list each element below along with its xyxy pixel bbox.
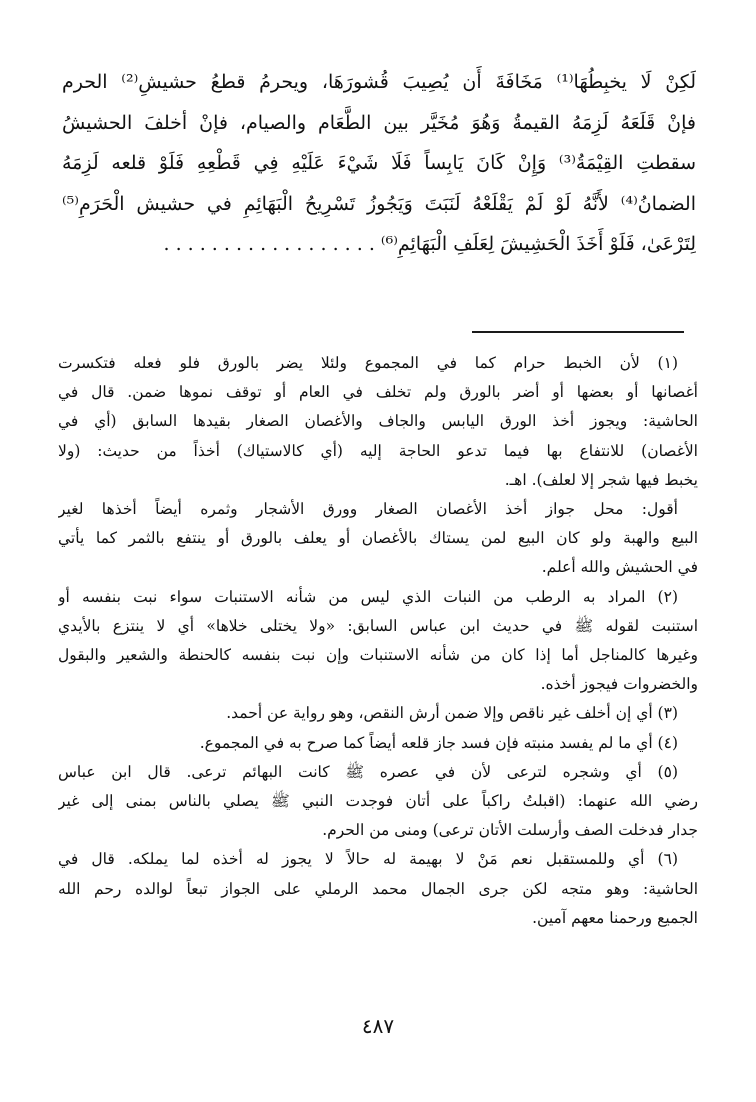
footnote-line: (٤) أي ما لم يفسد منبته فإن فسد جاز قلعه أيضاً كما صرح به في المجموع. <box>199 733 678 752</box>
footnote-3 <box>58 699 698 728</box>
footnote-line: يخبط فيها شجر إلا لعلف). اهـ. <box>504 470 698 489</box>
footnote-line: جدار فدخلت الصف وأرسلت الأتان ترعى) ومنى من الحرم. <box>322 821 698 840</box>
footnote-line: (٢) المراد به الرطب من النبات الذي ليس من شأنه الاستنبات سواء نبت بنفسه أو <box>58 587 678 606</box>
footnote-line: (٥) أي وشجره لترعى لأن في عصره ﷺ كانت البهائم ترعى. قال ابن عباس <box>58 762 678 781</box>
main-text-line: الضمانُ⁽⁴⁾ لأَنَّهُ لَوْ لَمْ يَقْلَعْهُ لَنَبَتَ وَيَجُوزُ تَسْرِيحُ الْبَهَائِمِ في حشيش الْحَرَمِ⁽⁵⁾ <box>62 192 696 215</box>
footnotes <box>58 349 698 933</box>
footnote-line: أقول: محل جواز أخذ الأغصان الصغار وورق الأشجار وثمره أيضاً أخذها لغير <box>58 500 678 519</box>
footnote-line: رضي الله عنهما: (اقبلتُ راكباً على أتان فوجدت النبي ﷺ يصلي بالناس بمنى إلى غير <box>58 792 698 811</box>
footnote-line: وغيرها كالمناجل أما إذا كان من شأنه الاستنبات وإن نبت بنفسه كالحنطة والشعير والبقول <box>58 646 698 665</box>
footnote-line: (٦) أي وللمستقبل نعم مَنْ لا بهيمة له حالاً لا يجوز له أخذه لما يملكه. قال في <box>58 850 678 869</box>
main-text-line: لَكِنْ لَا يخبِطُهَا⁽¹⁾ مَخَافَةَ أَن يُصِيبَ قُشورَهَا، ويحرمُ قطعُ حشيشِ⁽²⁾ الحرم <box>62 71 696 93</box>
footnote-4 <box>58 729 698 758</box>
footnote-line: أغصانها أو بعضها أو أضر بالورق ولم تخلف في العام أو توقف نموها ضمن. قال في <box>58 383 698 402</box>
footnote-line: (٣) أي إن أخلف غير ناقص وإلا ضمن أرش النقص، وهو رواية عن أحمد. <box>226 704 678 723</box>
footnote-line: الأغصان) للانتفاع بها فيما تدعو الحاجة إليه (أي كالاستياك) أخذاً من حديث: (ولا <box>58 441 698 460</box>
footnote-line: الحاشية: وهو متجه لكن جرى الجمال محمد الرملي على الجواز تبعاً لوالده رحم الله <box>58 879 698 898</box>
footnote-comment <box>58 495 698 583</box>
footnote-line: الحاشية: ويجوز أخذ الورق اليابس والجاف والأغصان الصغار بقيدها السابق (أي في <box>58 412 698 431</box>
footnote-divider <box>472 331 684 333</box>
footnote-5 <box>58 758 698 846</box>
footnote-line: استنبت لقوله ﷺ في حديث ابن عباس السابق: «ولا يختلى خلاها» أي لا ينتزع بالأيدي <box>58 616 698 635</box>
main-text-line: لِتَرْعَىٰ، فَلَوْ أَخَذَ الْحَشِيشَ لِعَلَفِ الْبَهَائِمِ⁽⁶⁾ . . . . . . . . . . . . . . . . . . <box>163 233 696 255</box>
footnote-1 <box>58 349 698 495</box>
footnote-line: البيع والهبة ولو كان البيع لمن يستاك بالأغصان أو يعلف بالورق أو ينتفع بالثمر كما يأتي <box>58 529 698 548</box>
footnote-line: (١) لأن الخبط حرام كما في المجموع ولئلا يضر بالورق فلو فعله فتكسرت <box>58 354 678 372</box>
main-text-line: فإنْ قَلَعَهُ لَزِمَهُ القيمةُ وَهُوَ مُخَيَّر بين الطَّعَام والصيام، فإنْ أخلفَ الحشيشُ <box>62 111 696 134</box>
footnote-line: الجميع ورحمنا معهم آمين. <box>532 908 698 927</box>
footnote-line: والخضروات فيجوز أخذه. <box>540 675 698 694</box>
main-text <box>62 62 696 265</box>
footnote-line: في الحشيش والله أعلم. <box>541 558 698 577</box>
main-text-line: سقطتِ القِيْمَةُ⁽³⁾ وَإِنْ كَانَ يَابِساً فَلَا شَيْءَ عَلَيْهِ فِي قَطْعِهِ فَلَوْ قلعه لَزِمَهُ <box>62 152 696 174</box>
footnote-6 <box>58 845 698 933</box>
footnote-2 <box>58 583 698 700</box>
page-number: ٤٨٧ <box>361 1014 395 1038</box>
